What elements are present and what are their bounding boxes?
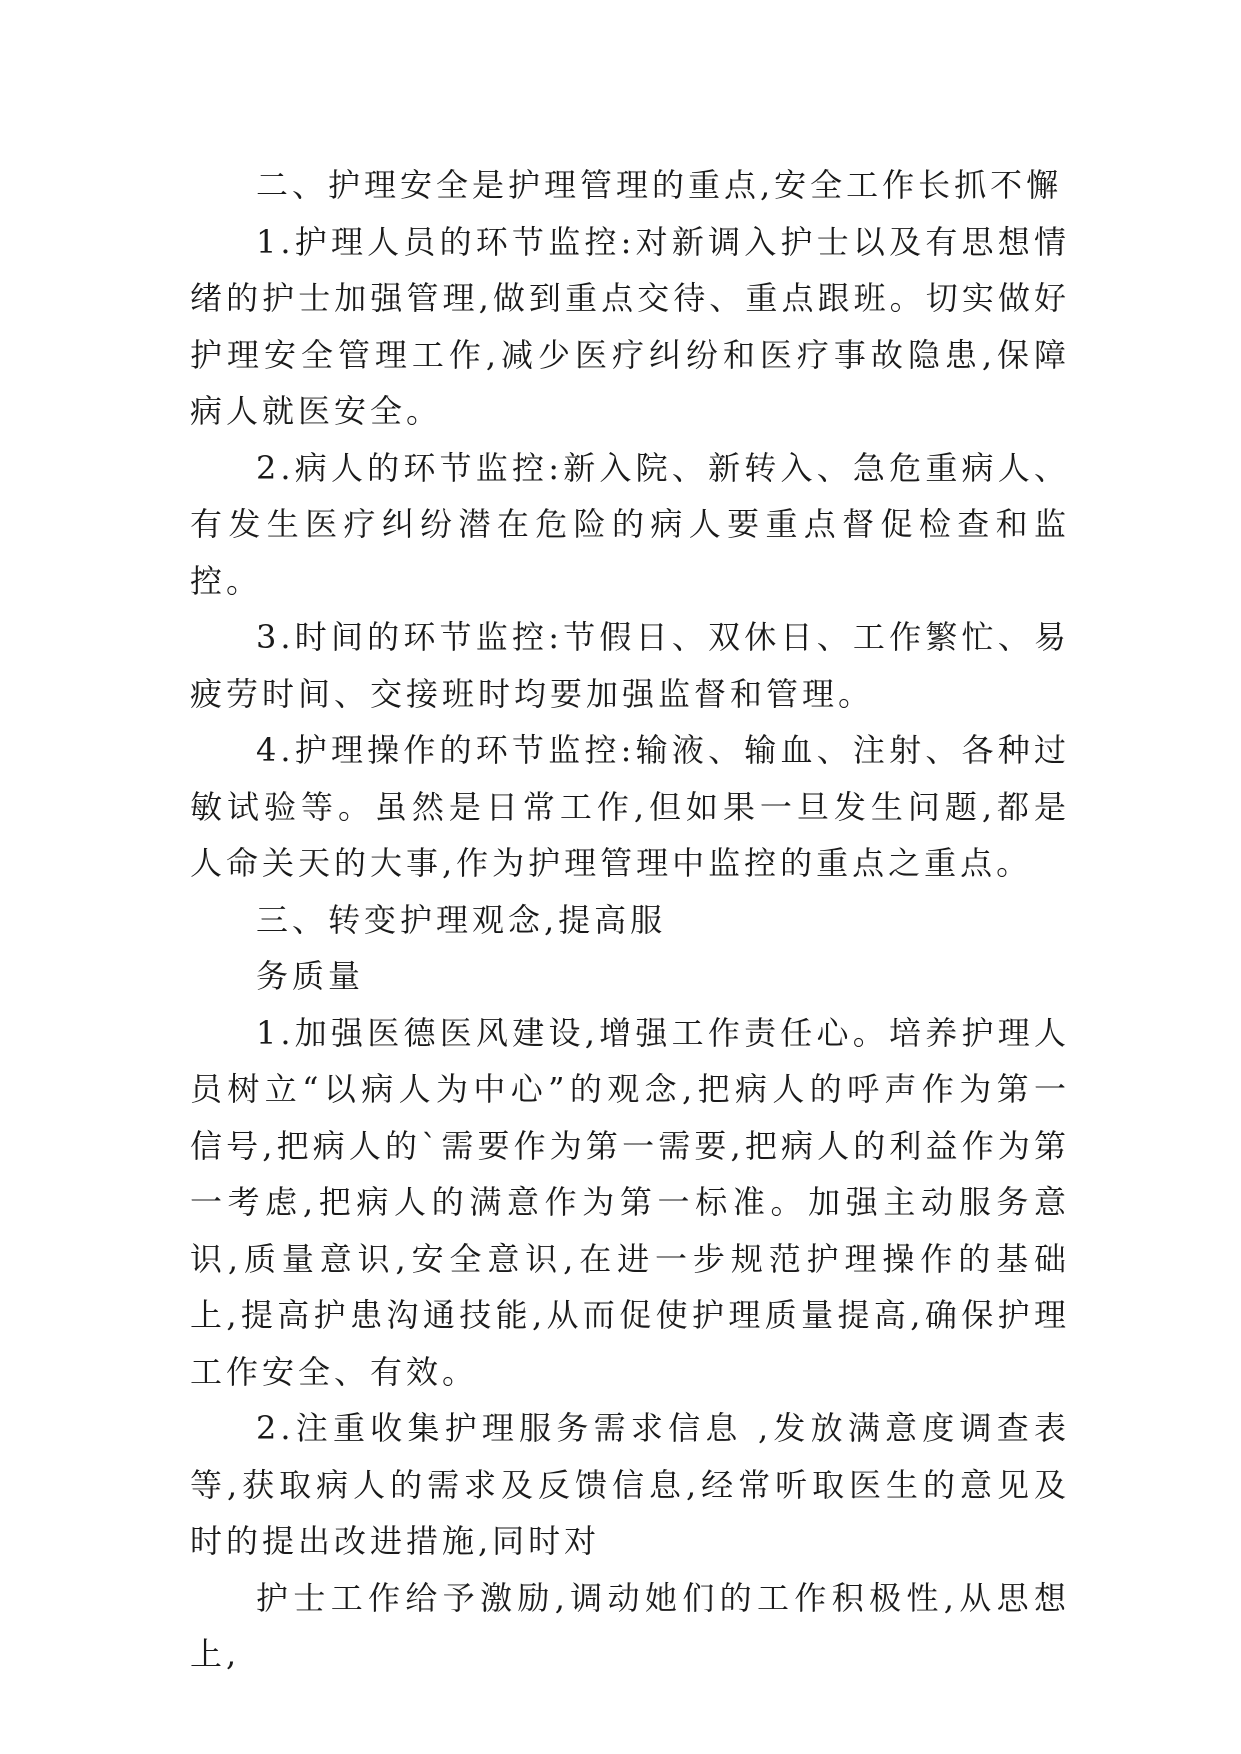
- section-heading-3-continued: 务质量: [256, 957, 365, 995]
- paragraph-operation-monitoring: 4.护理操作的环节监控:输液、输血、注射、各种过敏试验等。虽然是日常工作,但如果一旦发生问题,都是人命关天的大事,作为护理管理中监控的重点之重点。: [190, 731, 1070, 882]
- paragraph-time-monitoring: 3.时间的环节监控:节假日、双休日、工作繁忙、易疲劳时间、交接班时均要加强监督和管理。: [190, 618, 1070, 713]
- paragraph-patient-monitoring: 2.病人的环节监控:新入院、新转入、急危重病人、有发生医疗纠纷潜在危险的病人要重点督促检查和监控。: [190, 448, 1070, 600]
- paragraph-staff-monitoring: 1.护理人员的环节监控:对新调入护士以及有思想情绪的护士加强管理,做到重点交待、重点跟班。切实做好护理安全管理工作,减少医疗纠纷和医疗事故隐患,保障病人就医安全。: [190, 222, 1070, 430]
- paragraph-feedback: 2.注重收集护理服务需求信息 ,发放满意度调查表等,获取病人的需求及反馈信息,经常听取医生的意见及时的提出改进措施,同时对: [190, 1409, 1070, 1560]
- document-body: [190, 157, 1070, 1683]
- paragraph-ethics: 1.加强医德医风建设,增强工作责任心。培养护理人员树立“以病人为中心”的观念,把病人的呼声作为第一信号,把病人的`需要作为第一需要,把病人的利益作为第一考虑,把病人的满意作为第一标准。加强主动服务意识,质量意识,安全意识,在进一步规范护理操作的基础上,提高护患沟通技能,从而促使护理质量提高,确保护理工作安全、有效。: [190, 1013, 1070, 1391]
- section-heading-2: 二、护理安全是护理管理的重点,安全工作长抓不懈: [256, 166, 1063, 204]
- paragraph-motivation: 护士工作给予激励,调动她们的工作积极性,从思想上,: [190, 1578, 1070, 1673]
- section-heading-3: 三、转变护理观念,提高服: [256, 900, 667, 939]
